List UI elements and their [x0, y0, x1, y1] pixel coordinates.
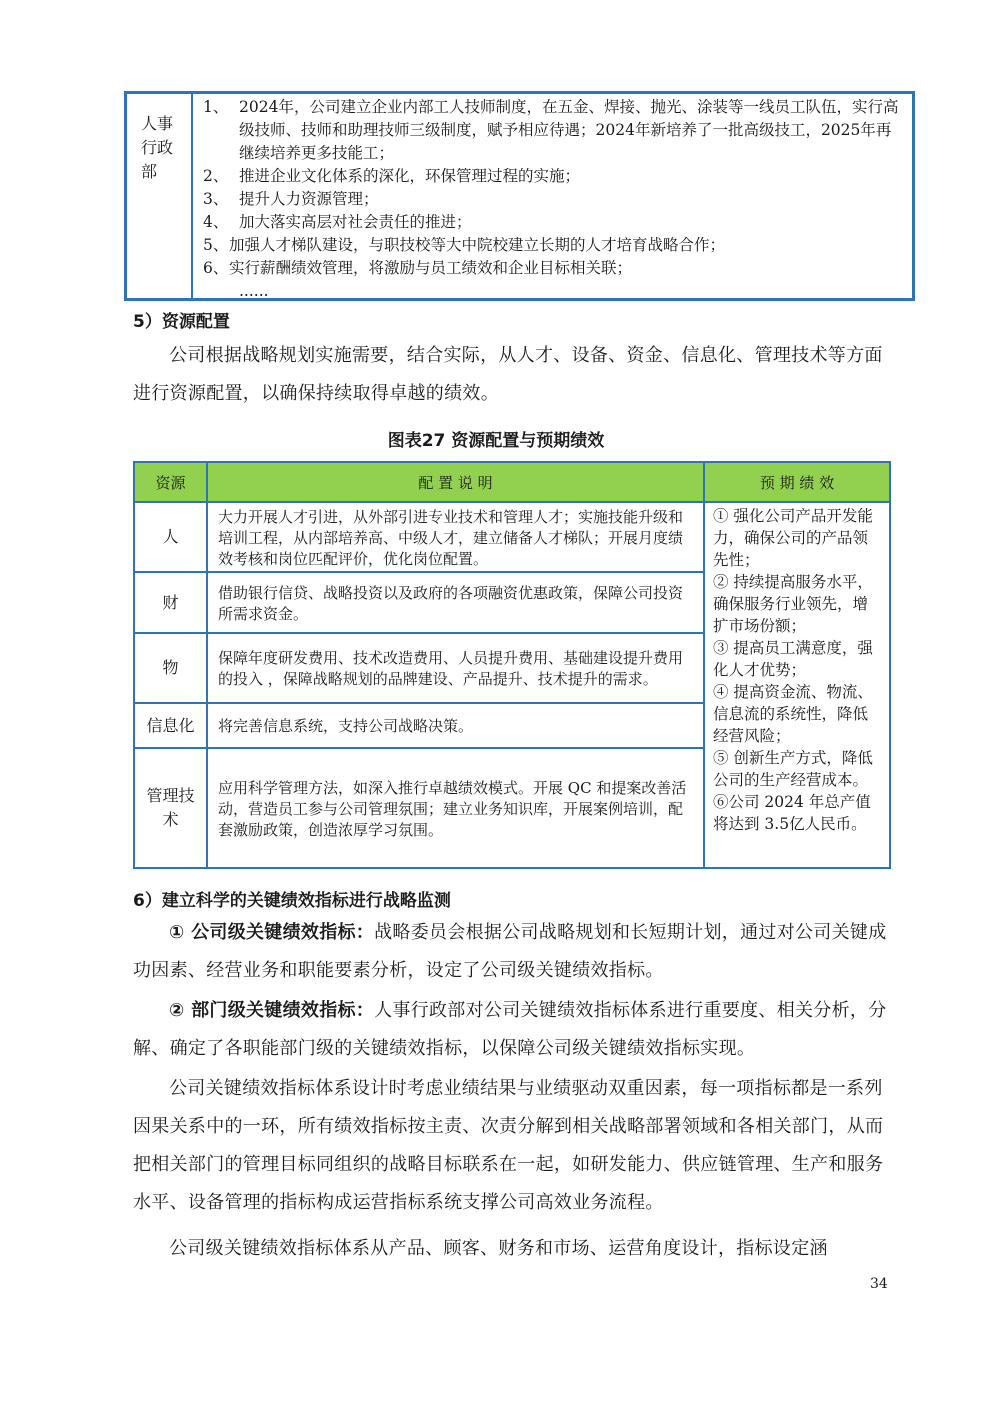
item-2-text: 人事行政部对公司关键绩效指标体系进行重要度、相关分析，分解、确定了各职能部门级的关键绩效指标，以保障公司级关键绩效指标实现。 — [133, 1000, 887, 1059]
effect-item: ⑤ 创新生产方式，降低公司的生产经营成本。 — [713, 749, 873, 789]
effect-item: ⑥公司 2024 年总产值将达到 3.5亿人民币。 — [713, 793, 871, 833]
hr-item: 6、 实行薪酬绩效管理，将激励与员工绩效和企业目标相关联； — [203, 259, 633, 277]
resource-name: 管理技术 — [146, 786, 195, 829]
resource-config: 将完善信息系统，支持公司战略决策。 — [206, 704, 703, 747]
item-1-text: 战略委员会根据公司战略规划和长短期计划，通过对公司关键成功因素、经营业务和职能要素分析，设定了公司级关键绩效指标。 — [133, 922, 887, 981]
hr-item: 3、 提升人力资源管理； — [203, 190, 379, 208]
effect-item: ① 强化公司产品开发能力，确保公司的产品领先性； — [713, 507, 873, 569]
section-6-paragraph-3: 公司关键绩效指标体系设计时考虑业绩结果与业绩驱动双重因素，每一项指标都是一系列因果关系中的一环，所有绩效指标按主责、次责分解到相关战略部署领域和各相关部门，从而把相关部门的管理目标同组织的战略目标联系在一起，如研发能力、供应链管理、生产和服务水平、设备管理的指标构成运营指标系统支撑公司高效业务流程。 — [133, 1078, 884, 1213]
section-5-paragraph: 公司根据战略规划实施需要，结合实际，从人才、设备、资金、信息化、管理技术等方面进行资源配置，以确保持续取得卓越的绩效。 — [133, 345, 883, 404]
resource-name: 财 — [162, 592, 179, 612]
hr-item: 4、 加大落实高层对社会责任的推进； — [203, 213, 472, 231]
resource-name: 信息化 — [146, 715, 195, 735]
hr-item-ellipsis: ...... — [239, 282, 269, 300]
table-row — [135, 704, 703, 749]
resource-name: 物 — [162, 658, 179, 677]
table-row — [135, 634, 703, 704]
page-number: 34 — [870, 1276, 888, 1292]
item-2-label: ② 部门级关键绩效指标： — [169, 1000, 375, 1021]
table-row — [135, 503, 703, 573]
effect-item: ③ 提高员工满意度，强化人才优势； — [713, 639, 873, 679]
section-6-item-1 — [133, 914, 891, 990]
table-row — [135, 573, 703, 634]
resource-table — [133, 461, 891, 869]
effect-item: ② 持续提高服务水平，确保服务行业领先，增扩市场份额； — [713, 573, 873, 635]
expected-effects — [703, 503, 889, 867]
resource-config: 保障年度研发费用、技术改造费用、人员提升费用、基础建设提升费用的投入 ，保障战略规划的品牌建设、产品提升、技术提升的需求。 — [206, 634, 703, 702]
header-resource: 资源 — [155, 473, 186, 492]
figure-27-caption: 图表27 资源配置与预期绩效 — [387, 431, 605, 451]
hr-item-list — [193, 94, 912, 298]
hr-dept-name: 人事 行政 部 — [127, 94, 193, 298]
hr-item: 1、 2024年，公司建立企业内部工人技师制度，在五金、焊接、抛光、涂装等一线员工队伍，实行高级技师、技师和助理技师三级制度，赋予相应待遇；2024年新培养了一批高级技工，2025年再继续培养更多技能工； — [203, 98, 899, 162]
resource-config: 大力开展人才引进，从外部引进专业技术和管理人才；实施技能升级和培训工程，从内部培养高、中级人才，建立储备人才梯队；开展月度绩效考核和岗位匹配评价，优化岗位配置。 — [206, 503, 703, 571]
header-effect: 预 期 绩 效 — [703, 463, 889, 501]
table-row — [135, 749, 703, 867]
hr-item: 5、 加强人才梯队建设，与职技校等大中院校建立长期的人才培育战略合作； — [203, 236, 726, 254]
resource-config: 借助银行信贷、战略投资以及政府的各项融资优惠政策，保障公司投资所需求资金。 — [206, 573, 703, 632]
effect-item: ④ 提高资金流、物流、信息流的系统性，降低经营风险； — [713, 683, 873, 745]
section-6-paragraph-4: 公司级关键绩效指标体系从产品、顾客、财务和市场、运营角度设计，指标设定涵 — [169, 1238, 828, 1259]
hr-dept-table — [124, 91, 915, 301]
table-header-row — [135, 463, 889, 503]
resource-config: 应用科学管理方法，如深入推行卓越绩效模式。开展 QC 和提案改善活动，营造员工参与公司管理氛围；建立业务知识库，开展案例培训，配套激励政策，创造浓厚学习氛围。 — [206, 749, 703, 867]
header-config: 配 置 说 明 — [206, 463, 703, 501]
section-6-item-2 — [133, 992, 891, 1068]
section-6-heading: 6）建立科学的关键绩效指标进行战略监测 — [133, 891, 451, 911]
hr-item: 2、 推进企业文化体系的深化，环保管理过程的实施； — [203, 167, 581, 185]
item-1-label: ① 公司级关键绩效指标： — [169, 922, 375, 943]
resource-name: 人 — [162, 527, 179, 546]
section-5-heading: 5）资源配置 — [133, 312, 230, 332]
